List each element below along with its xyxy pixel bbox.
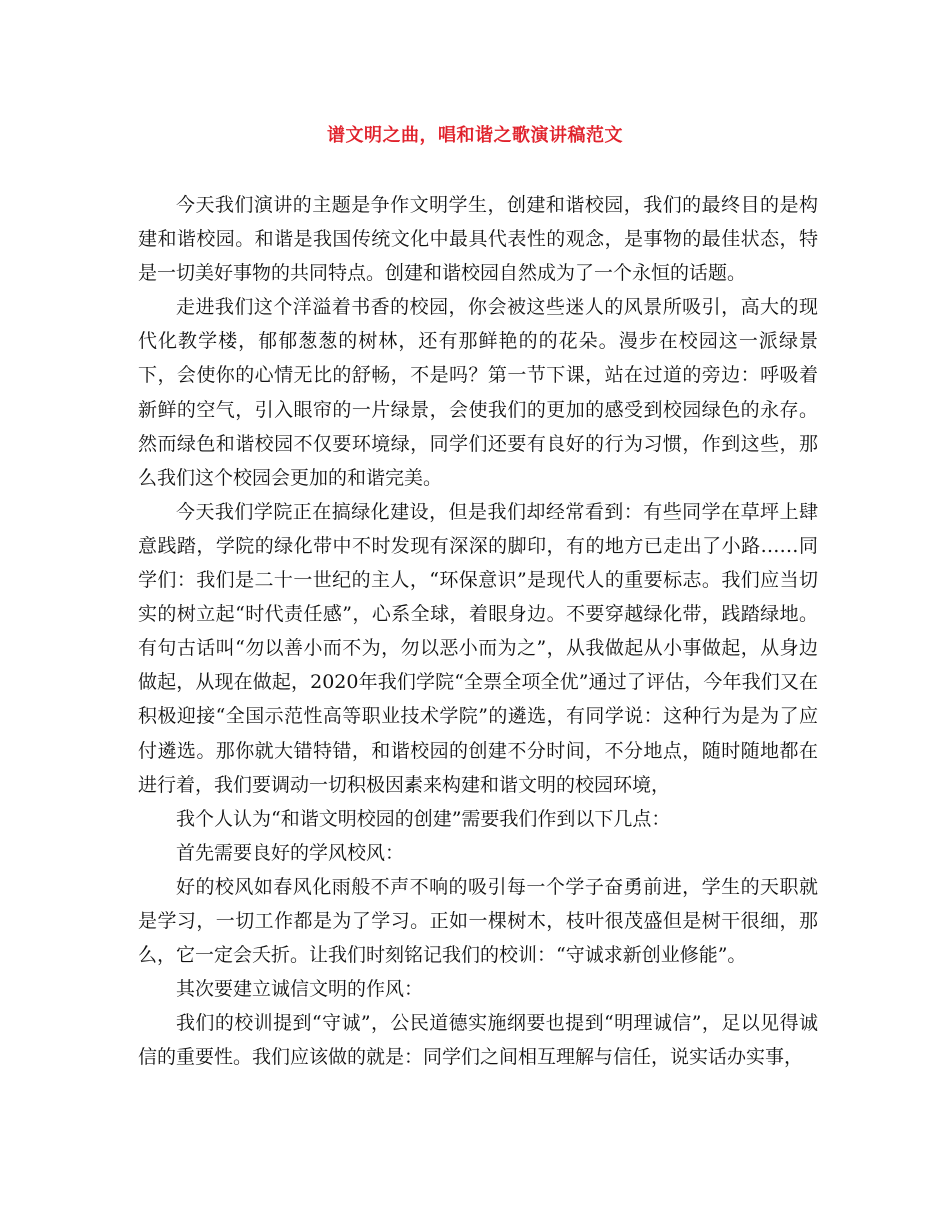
section-heading: 其次要建立诚信文明的作风： [176, 978, 424, 1001]
paragraph: 今天我们演讲的主题是争作文明学生，创建和谐校园，我们的最终目的是构建和谐校园。和谐是我国传统文化中最具代表性的观念，是事物的最佳状态，特是一切美好事物的共同特点。创建和谐校园自然成为了一个永恒的话题。 [138, 194, 818, 285]
section-heading: 首先需要良好的学风校风： [176, 841, 405, 864]
document-title: 谱文明之曲，唱和谐之歌演讲稿范文 [327, 125, 623, 146]
paragraph: 走进我们这个洋溢着书香的校园，你会被这些迷人的风景所吸引，高大的现代化教学楼，郁郁葱葱的树林，还有那鲜艳的的花朵。漫步在校园这一派绿景下，会使你的心情无比的舒畅，不是吗？第一节下课，站在过道的旁边：呼吸着新鲜的空气，引入眼帘的一片绿景，会使我们的更加的感受到校园绿色的永存。然而绿色和谐校园不仅要环境绿，同学们还要有良好的行为习惯，作到这些，那么我们这个校园会更加的和谐完美。 [138, 296, 818, 489]
document-body [138, 188, 818, 1074]
paragraph: 今天我们学院正在搞绿化建设，但是我们却经常看到：有些同学在草坪上肆意践踏，学院的绿化带中不时发现有深深的脚印，有的地方已走出了小路……同学们：我们是二十一世纪的主人，“环保意识”是现代人的重要标志。我们应当切实的树立起“时代责任感”，心系全球，着眼身边。不要穿越绿化带，践踏绿地。有句古话叫“勿以善小而不为，勿以恶小而为之”，从我做起从小事做起，从身边做起，从现在做起，2020年我们学院“全票全项全优”通过了评估，今年我们又在积极迎接“全国示范性高等职业技术学院”的遴选，有同学说：这种行为是为了应付遴选。那你就大错特错，和谐校园的创建不分时间，不分地点，随时随地都在进行着，我们要调动一切积极因素来构建和谐文明的校园环境， [138, 500, 818, 796]
paragraph: 我个人认为“和谐文明校园的创建”需要我们作到以下几点： [176, 807, 671, 830]
paragraph: 好的校风如春风化雨般不声不响的吸引每一个学子奋勇前进，学生的天职就是学习，一切工作都是为了学习。正如一棵树木，枝叶很茂盛但是树干很细，那么，它一定会夭折。让我们时刻铭记我们的校训：“守诚求新创业修能”。 [138, 875, 818, 967]
paragraph: 我们的校训提到“守诚”，公民道德实施纲要也提到“明理诚信”，足以见得诚信的重要性。我们应该做的就是：同学们之间相互理解与信任，说实话办实事， [138, 1012, 818, 1069]
